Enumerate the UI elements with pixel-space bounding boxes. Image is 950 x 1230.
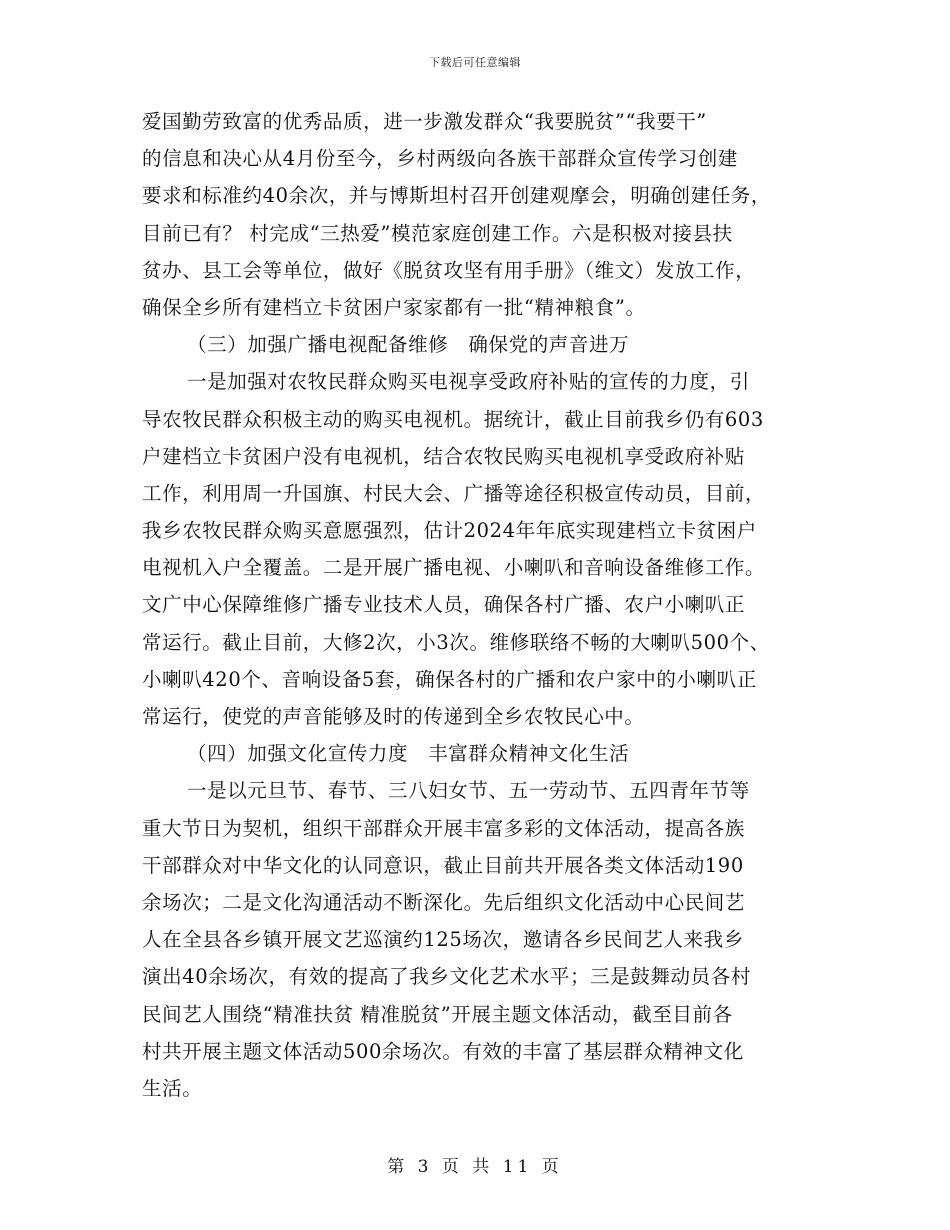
- body-line: 要求和标准约40余次，并与博斯坦村召开创建观摩会，明确创建任务，: [142, 184, 772, 208]
- body-line: 村共开展主题文体活动500余场次。有效的丰富了基层群众精神文化: [142, 1039, 744, 1063]
- body-line: 贫办、县工会等单位，做好《脱贫攻坚有用手册》（维文）发放工作，: [142, 258, 756, 282]
- body-line: 电视机入户全覆盖。二是开展广播电视、小喇叭和音响设备维修工作。: [142, 556, 766, 580]
- body-line: 爱国勤劳致富的优秀品质，进一步激发群众“我要脱贫”“我要干”: [142, 110, 707, 133]
- body-line: 一是以元旦节、春节、三八妇女节、五一劳动节、五四青年节等: [187, 779, 750, 803]
- section-heading: （三）加强广播电视配备维修 确保党的声音进万: [187, 333, 630, 357]
- page-footer: 第 3 页 共 11 页: [387, 1157, 563, 1177]
- body-line: 文广中心保障维修广播专业技术人员，确保各村广播、农户小喇叭正: [142, 593, 746, 617]
- body-line: 常运行。截止目前，大修2次，小3次。维修联络不畅的大喇叭500个、: [142, 630, 770, 654]
- body-line: 的信息和决心从4月份至今，乡村两级向各族干部群众宣传学习创建: [142, 147, 738, 171]
- body-line: 户建档立卡贫困户没有电视机，结合农牧民购买电视机享受政府补贴: [142, 444, 746, 468]
- page-header: 下载后可任意编辑: [429, 56, 521, 69]
- body-line: 民间艺人围绕“精准扶贫 精准脱贫”开展主题文体活动，截至目前各: [142, 1002, 733, 1026]
- body-line: 工作，利用周一升国旗、村民大会、广播等途径积极宣传动员，目前，: [142, 481, 766, 505]
- body-line: 常运行，使党的声音能够及时的传递到全乡农牧民心中。: [142, 705, 645, 728]
- body-line: 小喇叭420个、音响设备5套，确保各村的广播和农户家中的小喇叭正: [142, 667, 757, 691]
- body-line: 重大节日为契机，组织干部群众开展丰富多彩的文体活动，提高各族: [142, 816, 746, 840]
- body-line: 确保全乡所有建档立卡贫困户家家都有一批“精神粮食”。: [142, 295, 646, 319]
- document-body: [142, 103, 832, 1107]
- section-heading: （四）加强文化宣传力度 丰富群众精神文化生活: [187, 742, 630, 766]
- body-line: 演出40余场次，有效的提高了我乡文化艺术水平；三是鼓舞动员各村: [142, 965, 751, 989]
- body-line: 导农牧民群众积极主动的购买电视机。据统计，截止目前我乡仍有603: [142, 407, 764, 431]
- body-line: 我乡农牧民群众购买意愿强烈，估计2024年年底实现建档立卡贫困户: [142, 519, 757, 543]
- body-line: 生活。: [142, 1076, 203, 1100]
- body-line: 人在全县各乡镇开展文艺巡演约125场次，邀请各乡民间艺人来我乡: [142, 928, 744, 952]
- body-line: 目前已有？ 村完成“三热爱”模范家庭创建工作。六是积极对接县扶: [142, 221, 733, 245]
- body-line: 干部群众对中华文化的认同意识，截止目前共开展各类文体活动190: [142, 853, 744, 877]
- body-line: 余场次；二是文化沟通活动不断深化。先后组织文化活动中心民间艺: [142, 890, 746, 914]
- body-line: 一是加强对农牧民群众购买电视享受政府补贴的宣传的力度，引: [187, 370, 750, 394]
